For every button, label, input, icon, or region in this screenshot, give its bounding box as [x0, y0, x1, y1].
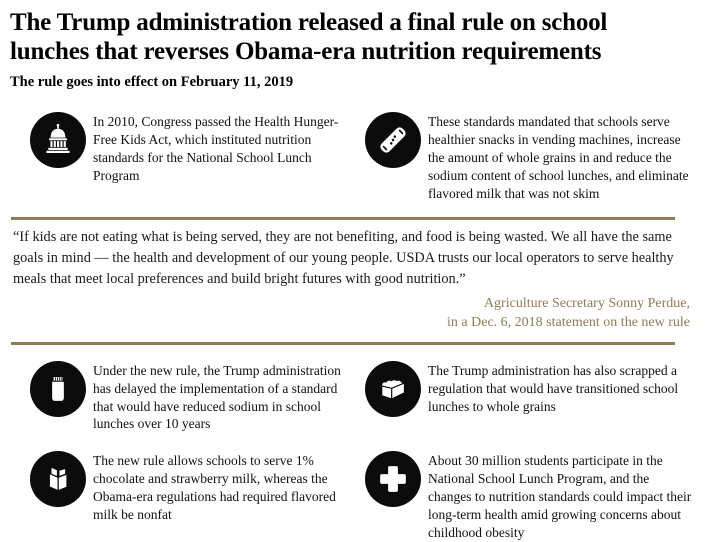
fact-item-students: [365, 451, 694, 542]
fact-text: The new rule allows schools to serve 1% chocolate and strawberry milk, whereas the Obama-era regulations had required flavored milk be nonfat: [93, 453, 336, 523]
attribution-line-2: in a Dec. 6, 2018 statement on the new rule: [447, 314, 690, 330]
page-title: The Trump administration released a final rule on school lunches that reverses Obama-era nutrition requirements: [10, 9, 608, 65]
fact-item-milk: [30, 451, 365, 542]
quote-attribution: [13, 295, 690, 333]
fact-item-congress: [30, 112, 365, 203]
attribution-line-1: Agriculture Secretary Sonny Perdue,: [483, 295, 690, 311]
fact-text: The Trump administration has also scrapped a regulation that would have transitioned school lunches to whole grains: [428, 362, 679, 414]
quote-block: [13, 227, 690, 333]
fact-text: Under the new rule, the Trump administration has delayed the implementation of a standard that would have reduced sodium in school lunches over 10 years: [93, 362, 341, 432]
medical-cross-icon: [365, 451, 421, 507]
fact-text: About 30 million students participate in the National School Lunch Program, and the changes to nutrition standards could impact their long-term health amid growing concerns about childhood obesity: [428, 453, 692, 541]
fact-item-grains: [365, 361, 694, 434]
divider: [11, 342, 675, 345]
fact-text: In 2010, Congress passed the Health Hunger-Free Kids Act, which instituted nutrition standards for the National School Lunch Program: [93, 114, 339, 183]
infographic-page: [0, 8, 708, 541]
snack-bar-icon: [365, 112, 421, 168]
top-facts-section: [30, 112, 694, 203]
subtitle: The rule goes into effect on February 11, 2019: [10, 74, 294, 90]
bottom-facts-section: [30, 361, 694, 542]
quote-text: “If kids are not eating what is being served, they are not benefiting, and food is being wasted. We all have the same goals in mind — the health and development of our young people. USDA trusts our local operators to serve healthy meals that meet local preferences and build bright futures with good nutrition.”: [13, 228, 674, 287]
divider: [11, 217, 675, 220]
capitol-icon: [30, 112, 86, 168]
bread-loaf-icon: [365, 361, 421, 417]
fact-item-sodium: [30, 361, 365, 434]
fact-text: These standards mandated that schools serve healthier snacks in vending machines, increase the amount of whole grains in and reduce the sodium content of school lunches, and eliminate flavored milk that was not skim: [428, 114, 689, 201]
fact-item-standards: [365, 112, 694, 203]
salt-shaker-icon: [30, 361, 86, 417]
milk-carton-icon: [30, 451, 86, 507]
